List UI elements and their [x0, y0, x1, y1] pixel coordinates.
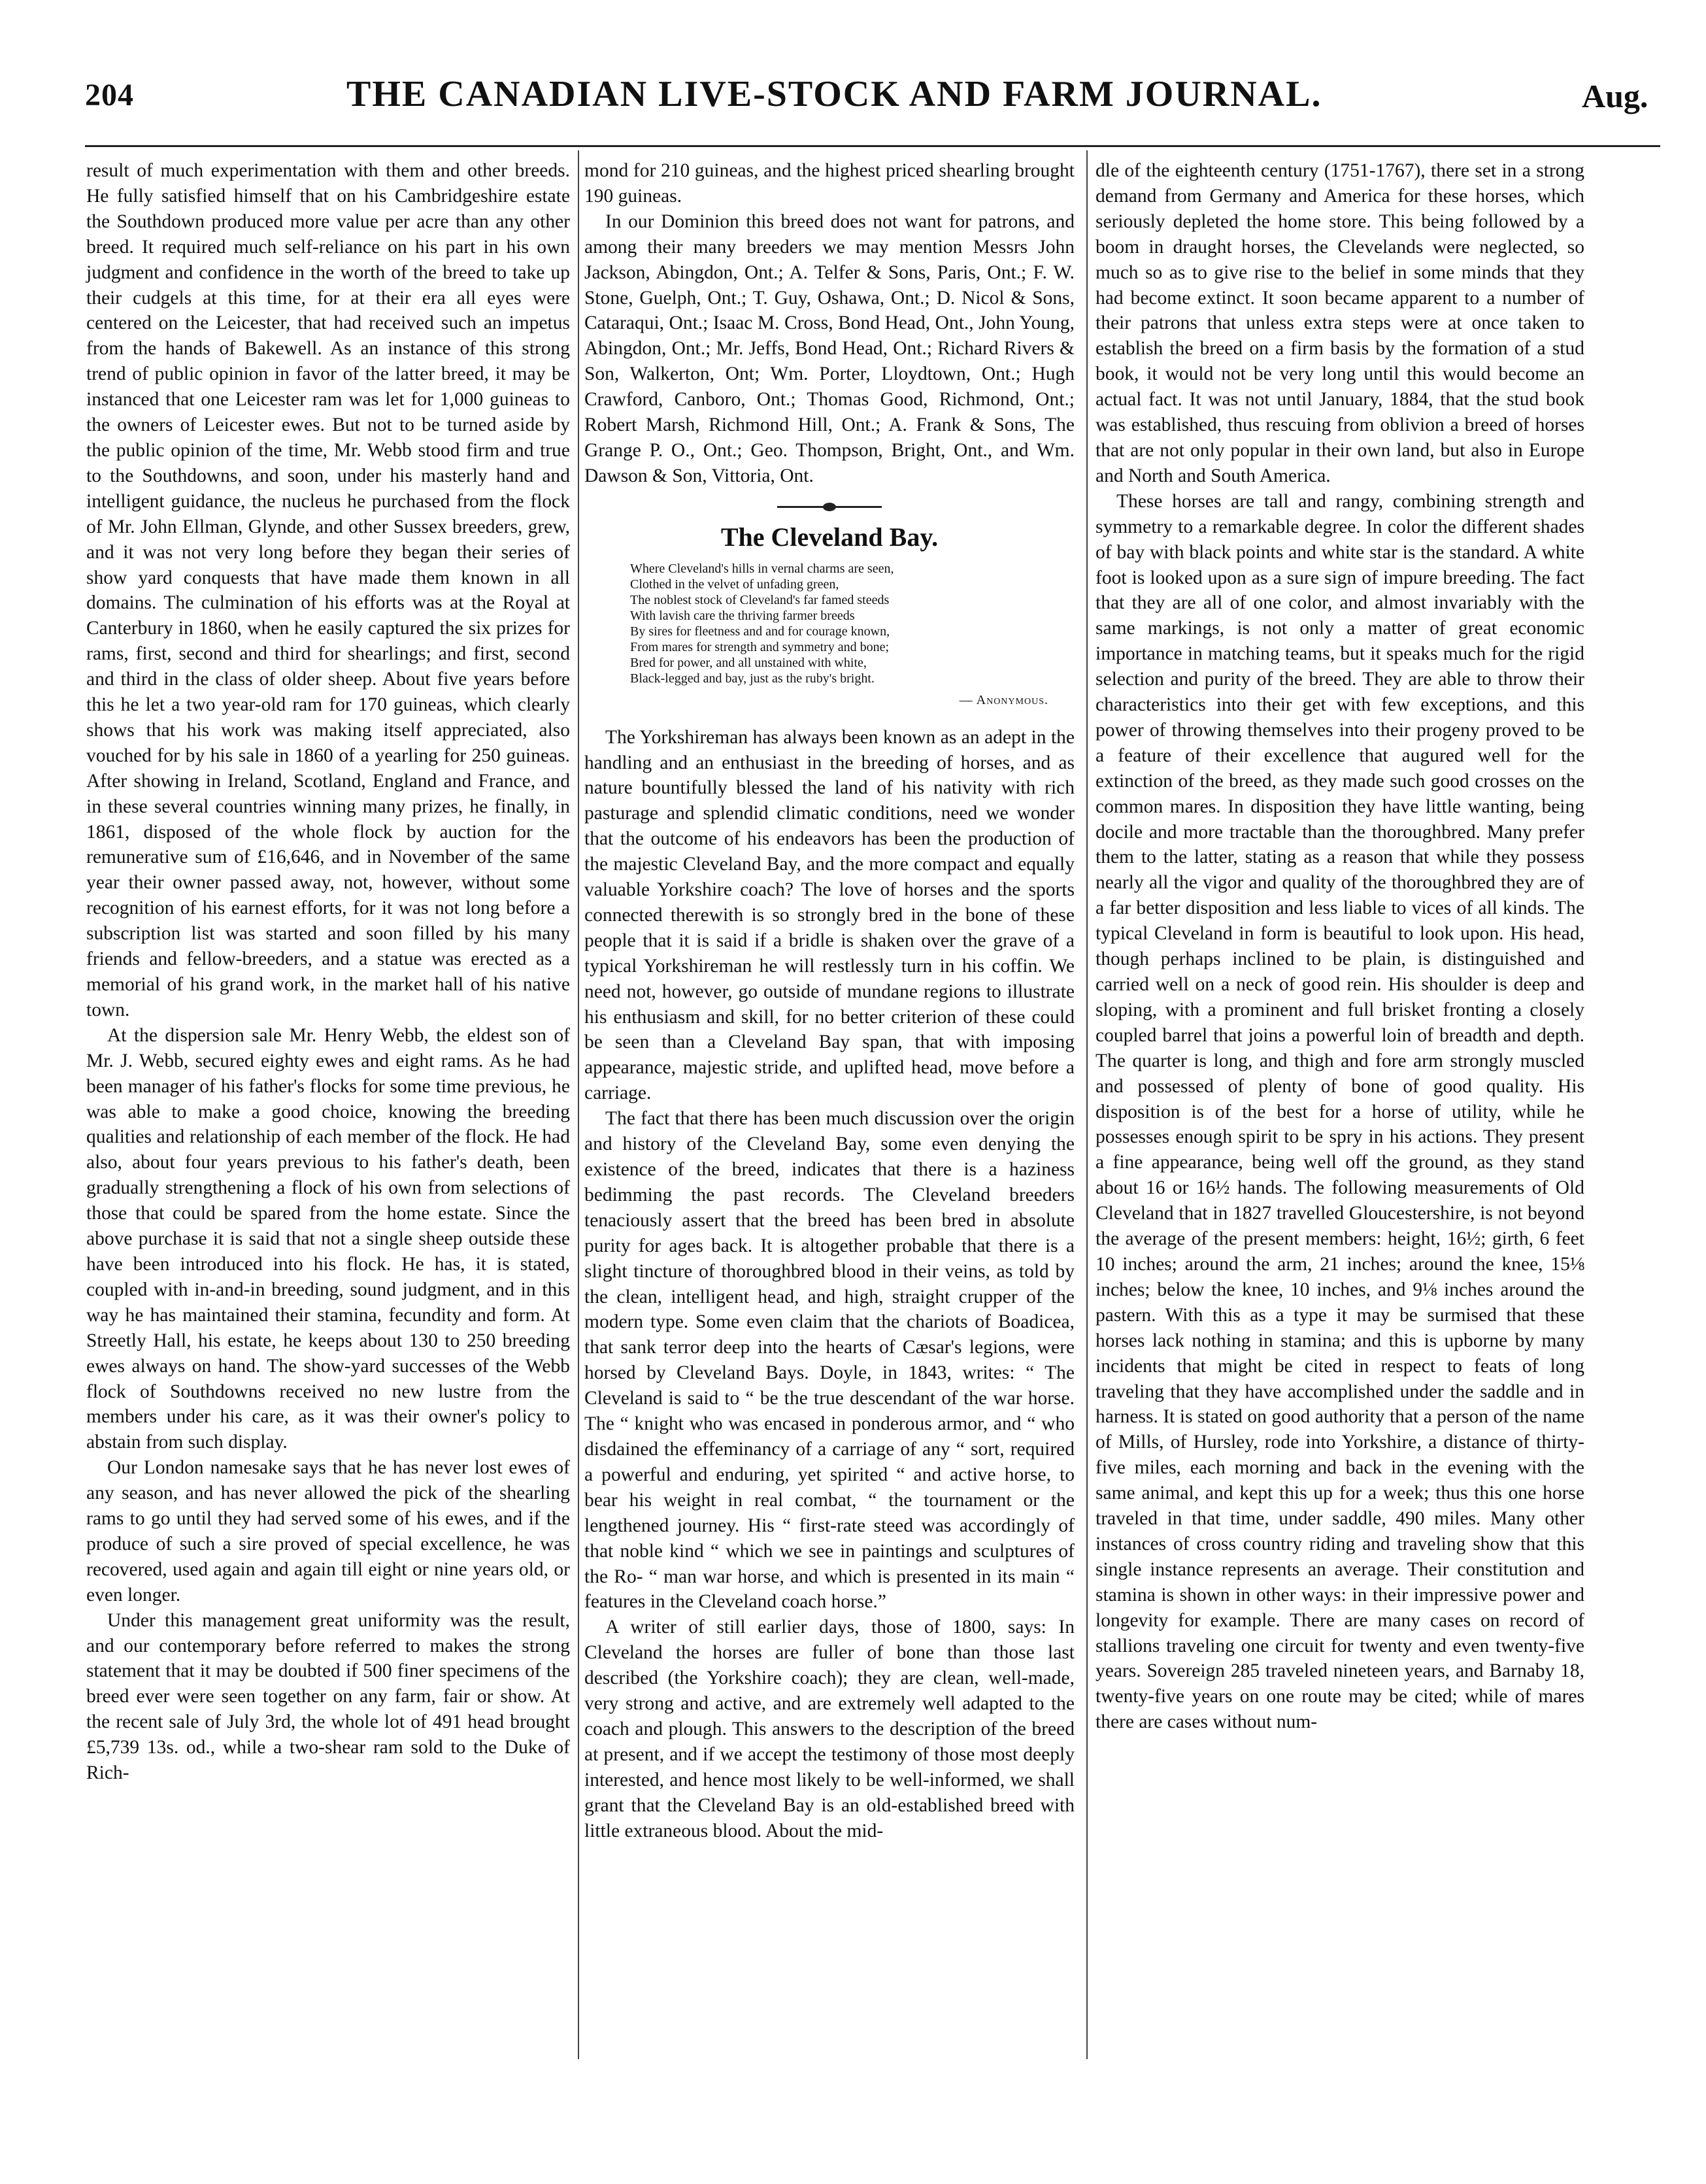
column-divider	[578, 150, 579, 2059]
poem-line: Bred for power, and all unstained with white,	[630, 655, 867, 670]
poem-line: From mares for strength and symmetry and bone;	[630, 639, 890, 654]
section-separator	[777, 506, 882, 508]
poem-line: Black-legged and bay, just as the ruby's bright.	[630, 671, 875, 686]
poem-line: The noblest stock of Cleveland's far famed steeds	[630, 592, 890, 607]
poem-line: Where Cleveland's hills in vernal charms are seen,	[630, 561, 894, 576]
column-1	[86, 158, 570, 1786]
paragraph: At the dispersion sale Mr. Henry Webb, the eldest son of Mr. J. Webb, secured eighty ewes and eight rams. As he had been manager of his father's flocks for some time previous, he was able to make a good choice, knowing the breeding qualities and relationship of each member of the flock. He had also, about four years previous to his father's death, been gradually strengthening a flock of his own from selections of those that could be spared from the home estate. Since the above purchase it is said that not a single sheep outside these have been introduced into his flock. He has, it is stated, coupled with in-and-in breeding, sound judgment, and in this way he has maintained their stamina, fecundity and form. At Streetly Hall, his estate, he keeps about 130 to 250 breeding ewes always on hand. The show-yard successes of the Webb flock of Southdowns received no new lustre from the members under his care, as it was their owner's policy to abstain from such display.	[86, 1024, 570, 1453]
poem-attribution: — Anonymous.	[959, 692, 1048, 707]
epigraph-poem	[584, 561, 1075, 686]
column-2	[584, 158, 1075, 1843]
paragraph: The Yorkshireman has always been known as an adept in the handling and an enthusiast in the breeding of horses, and as nature bountifully blessed the land of his nativity with rich pasturage and splendid climatic conditions, need we wonder that the outcome of his endeavors has been the production of the majestic Cleveland Bay, and the more compact and equally valuable Yorkshire coach? The love of horses and the sports connected therewith is so strongly bred in the bone of these people that it is said if a bridle is shaken over the grave of a typical Yorkshireman he will restlessly turn in his coffin. We need not, however, go outside of mundane regions to illustrate his enthusiasm and skill, for no better criterion of these could be seen than a Cleveland Bay span, that with imposing appearance, majestic stride, and uplifted head, move before a carriage.	[584, 726, 1075, 1104]
paragraph: mond for 210 guineas, and the highest priced shearling brought 190 guineas.	[584, 160, 1075, 207]
column-3	[1096, 158, 1584, 1735]
paragraph: In our Dominion this breed does not want for patrons, and among their many breeders we may mention Messrs John Jackson, Abingdon, Ont.; A. Telfer & Sons, Paris, Ont.; F. W. Stone, Guelph, Ont.; T. Guy, Oshawa, Ont.; D. Nicol & Sons, Cataraqui, Ont.; Isaac M. Cross, Bond Head, Ont., John Young, Abingdon, Ont.; Mr. Jeffs, Bond Head, Ont.; Richard Rivers & Son, Walkerton, Ont; Wm. Porter, Lloydtown, Ont.; Hugh Crawford, Canboro, Ont.; Thomas Good, Richmond, Ont.; Robert Marsh, Richmond Hill, Ont.; A. Frank & Sons, The Grange P. O., Ont.; Geo. Thompson, Bright, Ont., and Wm. Dawson & Son, Vittoria, Ont.	[584, 210, 1075, 486]
poem-line: Clothed in the velvet of unfading green,	[630, 577, 839, 592]
section-heading: The Cleveland Bay.	[720, 522, 939, 552]
page-number: 204	[85, 78, 134, 112]
paragraph: Under this management great uniformity was the result, and our contemporary before referred to makes the strong statement that it may be doubted if 500 finer specimens of the breed ever were seen together on any farm, fair or show. At the recent sale of July 3rd, the whole lot of 491 head brought £5,739 13s. od., while a two-shear ram sold to the Duke of Rich-	[86, 1609, 570, 1784]
poem-line: With lavish care the thriving farmer breeds	[630, 608, 855, 623]
column-divider	[1086, 150, 1088, 2059]
issue-month: Aug.	[1582, 78, 1648, 114]
page-header	[85, 74, 1706, 129]
paragraph: result of much experimentation with them and other breeds. He fully satisfied himself that on his Cambridgeshire estate the Southdown produced more value per acre than any other breed. It required much self-reliance on his part in his own judgment and confidence in the worth of the breed to take up their cudgels at this time, for at their era all eyes were centered on the Leicester, that had received such an impetus from the hands of Bakewell. As an instance of this strong trend of public opinion in favor of the latter breed, it may be instanced that one Leicester ram was let for 1,000 guineas to the owners of Leicester ewes. But not to be turned aside by the public opinion of the time, Mr. Webb stood firm and true to the Southdowns, and soon, under his masterly hand and intelligent guidance, the nucleus he purchased from the flock of Mr. John Ellman, Glynde, and other Sussex breeders, grew, and it was not very long before they began their series of show yard conquests that have made them known in all domains. The culmination of his efforts was at the Royal at Canterbury in 1860, when he easily captured the six prizes for rams, first, second and third for shearlings; and first, second and third in the class of older sheep. About five years before this he let a two year-old ram for 170 guineas, which clearly shows that his work was making itself appreciated, also vouched for by his sale in 1860 of a yearling for 250 guineas. After showing in Ireland, Scotland, England and France, and in these several countries winning many prizes, he finally, in 1861, disposed of the whole flock by auction for the remunerative sum of £16,646, and in November of the same year their owner passed away, not, however, without some recognition of his earnest efforts, for it was not long before a subscription list was started and soon filled by his many friends and fellow-breeders, and a statue was erected as a memorial of his grand work, in the market hall of his native town.	[86, 160, 570, 1020]
poem-line: By sires for fleetness and and for courage known,	[630, 624, 890, 639]
paragraph: dle of the eighteenth century (1751-1767), there set in a strong demand from Germany and America for these horses, which seriously depleted the home store. This being followed by a boom in draught horses, the Clevelands were neglected, so much so as to give rise to the belief in some minds that they had become extinct. It soon became apparent to a number of their patrons that unless extra steps were at once taken to establish the breed on a firm basis by the formation of a stud book, it would not be very long until this would become an actual fact. It was not until January, 1884, that the stud book was established, thus rescuing from oblivion a breed of horses that are not only popular in their own land, but also in Europe and North and South America.	[1096, 160, 1584, 486]
paragraph: Our London namesake says that he has never lost ewes of any season, and has never allowed the pick of the shearling rams to go until they had served some of his ewes, and if the produce of such a sire proved of special excellence, he was recovered, used again and again till eight or nine years old, or even longer.	[86, 1457, 570, 1605]
header-rule	[85, 145, 1660, 147]
journal-title: THE CANADIAN LIVE-STOCK AND FARM JOURNAL.	[346, 74, 1322, 114]
paragraph: These horses are tall and rangy, combining strength and symmetry to a remarkable degree. In color the different shades of bay with black points and white star is the standard. A white foot is looked upon as a sure sign of impure breeding. The fact that they are all of one color, and almost invariably with the same markings, is not only a matter of great economic importance in matching teams, but it speaks much for the rigid selection and purity of the breed. They are able to throw their characteristics into their get with few exceptions, and this power of throwing themselves into their progeny proved to be a feature of their excellence that augured well for the extinction of the breed, as they made such good crosses on the common mares. In disposition they have little wanting, being docile and more tractable than the thoroughbred. Many prefer them to the latter, stating as a reason that while they possess nearly all the vigor and quality of the thoroughbred they are of a far better disposition and less liable to vices of all kinds. The typical Cleveland in form is beautiful to look upon. His head, though perhaps inclined to be plain, is distinguished and carried well on a neck of good rein. His shoulder is deep and sloping, with a prominent and full brisket fronting a closely coupled barrel that joins a powerful loin of breadth and depth. The quarter is long, and thigh and fore arm strongly muscled and possessed of plenty of bone of good quality. His disposition is of the best for a horse of utility, while he possesses enough spirit to be spry in his actions. They present a fine appearance, being well off the ground, as they stand about 16 or 16½ hands. The following measurements of Old Cleveland that in 1827 travelled Gloucestershire, is not beyond the average of the present members: height, 16½; girth, 6 feet 10 inches; around the arm, 21 inches; around the knee, 15⅛ inches; below the knee, 10 inches, and 9⅛ inches around the pastern. With this as a type it may be surmised that these horses lack nothing in stamina; and this is upborne by many incidents that might be cited in respect to feats of long traveling that they have accomplished under the saddle and in harness. It is stated on good authority that a person of the name of Mills, of Hursley, rode into Yorkshire, a distance of thirty-five miles, each morning and back in the evening with the same animal, and kept this up for a week; thus this one horse traveled in that time, under saddle, 490 miles. Many other instances of cross country riding and traveling show that this single instance represents an average. Their constitution and stamina is shown in other ways: in their impressive power and longevity for example. There are many cases on record of stallions traveling one circuit for twenty and even twenty-five years. Sovereign 285 traveled nineteen years, and Barnaby 18, twenty-five years on one route may be cited; while of mares there are cases without num-	[1096, 490, 1584, 1733]
paragraph: A writer of still earlier days, those of 1800, says: In Cleveland the horses are fuller of bone than those last described (the Yorkshire coach); they are clean, well-made, very strong and active, and are extremely well adapted to the coach and plough. This answers to the description of the breed at present, and if we accept the testimony of those most deeply interested, and hence most likely to be well-informed, we shall grant that the Cleveland Bay is an old-established breed with little extraneous blood. About the mid-	[584, 1617, 1075, 1841]
paragraph: The fact that there has been much discussion over the origin and history of the Cleveland Bay, some even denying the existence of the breed, indicates that there is a haziness bedimming the past records. The Cleveland breeders tenaciously assert that the breed has been bred in absolute purity for ages back. It is altogether probable that there is a slight tincture of thoroughbred blood in their veins, as told by the clean, intelligent head, and high, straight crupper of the modern type. Some even claim that the chariots of Boadicea, that sank terror deep into the hearts of Cæsar's legions, were horsed by Cleveland Bays. Doyle, in 1843, writes: “ The Cleveland is said to “ be the true descendant of the war horse. The “ knight who was encased in ponderous armor, and “ who disdained the effeminancy of a carriage of any “ sort, required a powerful and enduring, yet spirited “ and active horse, to bear his weight in real combat, “ the tournament or the lengthened journey. His “ first-rate steed was accordingly of that noble kind “ which we see in paintings and sculptures of the Ro- “ man war horse, and which is presented in its main “ features in the Cleveland coach horse.”	[584, 1108, 1075, 1613]
